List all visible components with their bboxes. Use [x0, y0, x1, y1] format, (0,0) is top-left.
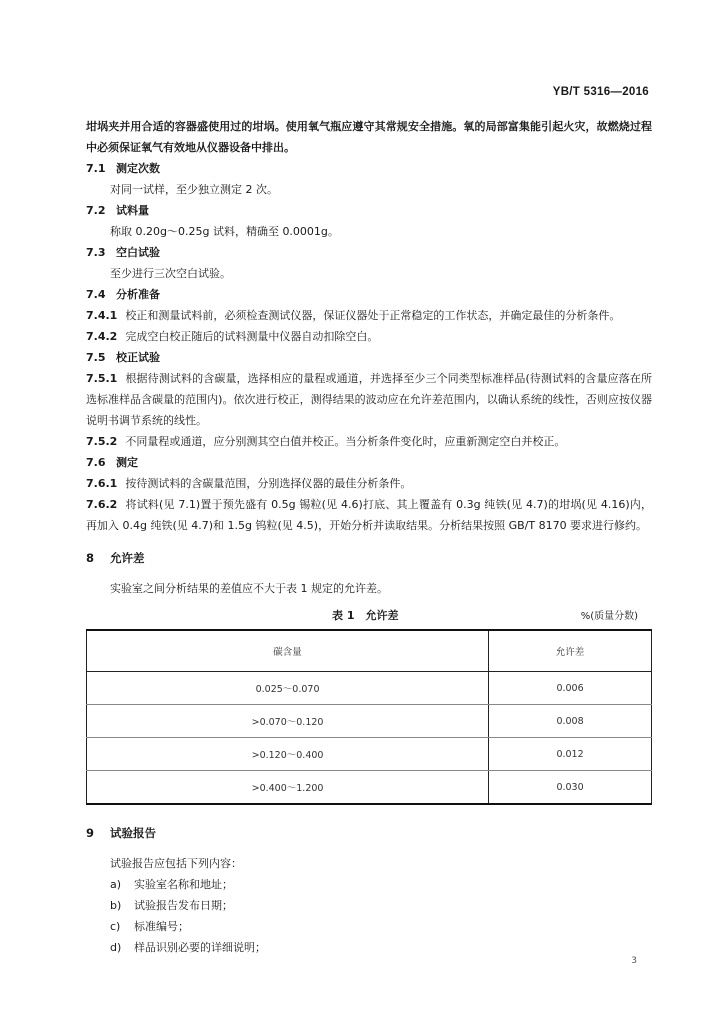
section-7-4-1-text [86, 305, 652, 326]
table-row [87, 771, 652, 805]
section-title: 空白试验 [116, 246, 160, 259]
report-items-list [86, 874, 652, 958]
list-marker: d) [110, 941, 122, 954]
column-header-carbon: 碳含量 [87, 630, 489, 672]
list-item [110, 874, 652, 895]
table-header-row [87, 630, 652, 672]
tolerance-cell: 0.012 [489, 738, 652, 771]
section-7-1-heading [86, 158, 652, 179]
clause-text: 校正和测量试料前，必须检查测试仪器，保证仪器处于正常稳定的工作状态，并确定最佳的分析条件。 [125, 309, 621, 322]
section-number: 9 [86, 826, 95, 840]
section-number: 7.4 [86, 288, 106, 301]
section-title: 测定 [116, 456, 138, 469]
section-title: 测定次数 [116, 162, 160, 175]
carbon-range-cell: >0.070～0.120 [87, 705, 489, 738]
section-7-5-2-text [86, 431, 652, 452]
section-9-intro: 试验报告应包括下列内容： [110, 857, 242, 870]
carbon-range-cell: 0.025～0.070 [87, 672, 489, 705]
table-caption-row [86, 607, 652, 627]
list-item-text: 标准编号； [134, 920, 189, 933]
clause-number: 7.6.2 [86, 498, 118, 511]
section-number: 7.1 [86, 162, 106, 175]
section-number: 7.6 [86, 456, 106, 469]
section-7-2-text: 称取 0.20g～0.25g 试料，精确至 0.0001g。 [110, 225, 339, 238]
section-7-4-2-text [86, 326, 652, 347]
list-item-text: 试验报告发布日期； [134, 899, 233, 912]
clause-number: 7.5.2 [86, 435, 118, 448]
section-8-heading [86, 548, 652, 568]
section-title: 允许差 [110, 551, 145, 565]
table-row [87, 672, 652, 705]
section-title: 校正试验 [116, 351, 160, 364]
clause-text: 按待测试料的含碳量范围，分别选择仪器的最佳分析条件。 [125, 477, 412, 490]
list-item-text: 实验室名称和地址； [134, 878, 233, 891]
intro-paragraph: 坩埚夹并用合适的容器盛使用过的坩埚。使用氧气瓶应遵守其常规安全措施。氧的局部富集能引起火灾，故燃烧过程中必须保证氧气有效地从仪器设备中排出。 [86, 120, 652, 154]
list-item [110, 895, 652, 916]
clause-number: 7.6.1 [86, 477, 118, 490]
section-7-5-1-text [86, 368, 652, 431]
list-marker: b) [110, 899, 122, 912]
clause-text: 将试料(见 7.1)置于预先盛有 0.5g 锡粒(见 4.6)打底、其上覆盖有 0.3g 纯铁(见 4.7)的坩埚(见 4.16)内，再加入 0.4g 纯铁(见 4.7)和 1.5g 钨粒(见 4.5)，开始分析并读取结果。分析结果按照 GB/T 8170 要求进行修约。 [86, 498, 652, 532]
clause-text: 完成空白校正随后的试料测量中仪器自动扣除空白。 [125, 330, 379, 343]
section-7-6-2-text [86, 494, 652, 536]
section-title: 分析准备 [116, 288, 160, 301]
table-unit: %(质量分数) [580, 611, 638, 622]
list-item-text: 样品识别必要的详细说明； [134, 941, 266, 954]
clause-number: 7.4.2 [86, 330, 118, 343]
section-7-2-heading [86, 200, 652, 221]
section-number: 8 [86, 551, 95, 565]
table-row [87, 705, 652, 738]
carbon-range-cell: >0.120～0.400 [87, 738, 489, 771]
list-marker: a) [110, 878, 122, 891]
section-7-4-heading [86, 284, 652, 305]
section-title: 试验报告 [110, 826, 156, 840]
section-number: 7.3 [86, 246, 106, 259]
section-9-heading [86, 823, 652, 843]
document-body [86, 116, 652, 958]
tolerance-cell: 0.008 [489, 705, 652, 738]
section-7-3-text: 至少进行三次空白试验。 [110, 267, 231, 280]
list-item [110, 937, 652, 958]
section-number: 7.2 [86, 204, 106, 217]
clause-number: 7.4.1 [86, 309, 118, 322]
section-title: 试料量 [116, 204, 149, 217]
column-header-tolerance: 允许差 [489, 630, 652, 672]
table-row [87, 738, 652, 771]
carbon-range-cell: >0.400～1.200 [87, 771, 489, 805]
clause-text: 根据待测试料的含碳量，选择相应的量程或通道，并选择至少三个同类型标准样品(待测试料的含量应落在所选标准样品含碳量的范围内)。依次进行校正，测得结果的波动应在允许差范围内，以确认系统的线性，否则应按仪器说明书调节系统的线性。 [86, 372, 652, 427]
section-number: 7.5 [86, 351, 106, 364]
section-7-6-1-text [86, 473, 652, 494]
list-item [110, 916, 652, 937]
standard-code: YB/T 5316—2016 [552, 86, 649, 98]
clause-text: 不同量程或通道，应分别测其空白值并校正。当分析条件变化时，应重新测定空白并校正。 [125, 435, 566, 448]
tolerance-cell: 0.006 [489, 672, 652, 705]
section-8-text: 实验室之间分析结果的差值应不大于表 1 规定的允许差。 [110, 582, 388, 595]
section-7-5-heading [86, 347, 652, 368]
tolerance-cell: 0.030 [489, 771, 652, 805]
section-7-3-heading [86, 242, 652, 263]
section-7-6-heading [86, 452, 652, 473]
list-marker: c) [110, 920, 121, 933]
table-caption: 表 1 允许差 [332, 609, 399, 622]
clause-number: 7.5.1 [86, 372, 118, 385]
tolerance-table [86, 629, 652, 805]
section-7-1-text: 对同一试样，至少独立测定 2 次。 [110, 183, 278, 196]
page-number: 3 [631, 956, 637, 966]
